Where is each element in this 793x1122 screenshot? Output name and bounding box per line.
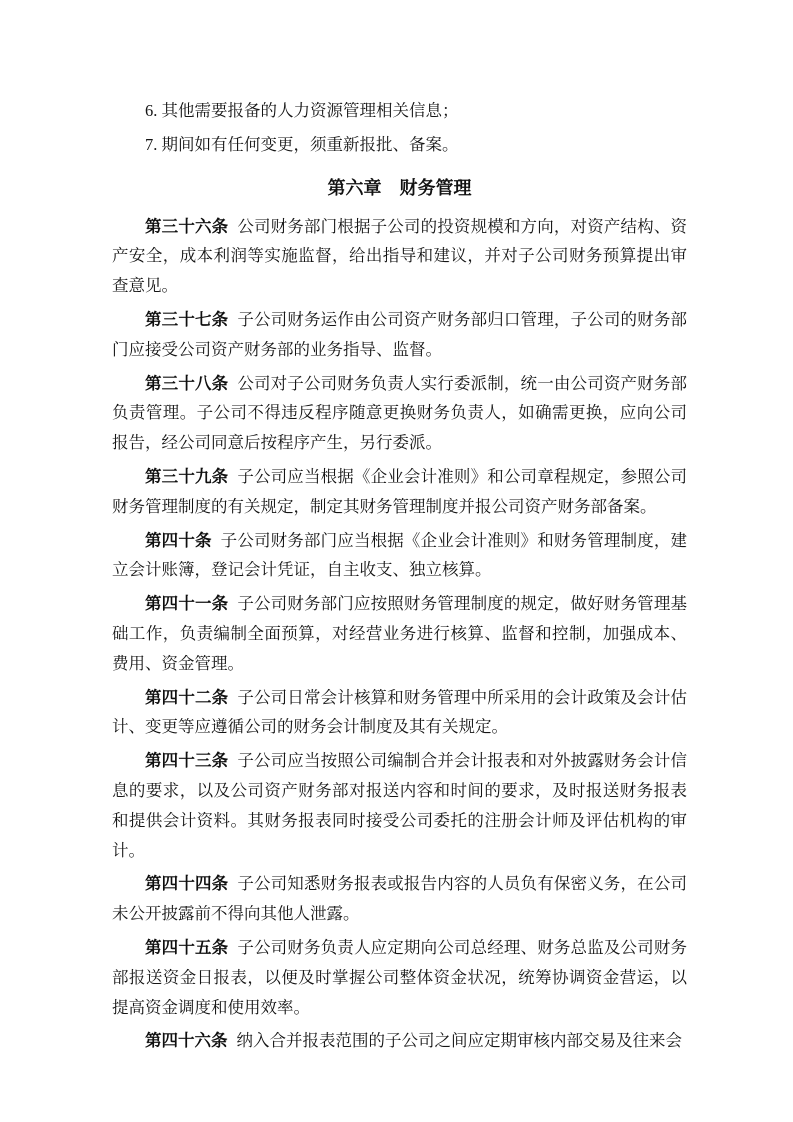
article-text: 子公司知悉财务报表或报告内容的人员负有保密义务，在公司未公开披露前不得向其他人泄露。 [112,874,688,924]
article-number: 第四十五条 [145,937,229,957]
chapter-heading: 第六章 财务管理 [327,177,472,198]
article-text: 子公司财务部门应当根据《企业会计准则》和财务管理制度，建立会计账簿，登记会计凭证，自主收支、独立核算。 [112,530,688,580]
article-text: 子公司财务负责人应定期向公司总经理、财务总监及公司财务部报送资金日报表，以便及时掌握公司整体资金状况，统筹协调资金营运，以提高资金调度和使用效率。 [112,937,688,1017]
article-42 [112,683,687,743]
article-text: 子公司财务运作由公司资产财务部归口管理，子公司的财务部门应接受公司资产财务部的业务指导、监督。 [112,309,688,359]
article-number: 第三十九条 [145,466,229,486]
article-36 [112,212,687,301]
list-item-7: 7. 期间如有任何变更，须重新报批、备案。 [145,134,459,154]
article-text: 子公司应当按照公司编制合并会计报表和对外披露财务会计信息的要求，以及公司资产财务部对报送内容和时间的要求，及时报送财务报表和提供会计资料。其财务报表同时接受公司委托的注册会计师及评估机构的审计。 [112,751,688,860]
article-43 [112,746,687,865]
article-text: 纳入合并报表范围的子公司之间应定期审核内部交易及往来会 [236,1031,682,1051]
article-number: 第四十二条 [145,687,229,707]
article-number: 第四十六条 [145,1031,228,1051]
article-number: 第四十条 [145,530,212,550]
article-number: 第三十八条 [145,373,229,393]
article-37 [112,305,687,365]
article-38 [112,369,687,458]
article-text: 子公司日常会计核算和财务管理中所采用的会计政策及会计估计、变更等应遵循公司的财务会计制度及其有关规定。 [112,687,688,737]
article-text: 子公司应当根据《企业会计准则》和公司章程规定，参照公司财务管理制度的有关规定，制定其财务管理制度并报公司资产财务部备案。 [112,466,688,516]
article-text: 子公司财务部门应按照财务管理制度的规定，做好财务管理基础工作，负责编制全面预算，对经营业务进行核算、监督和控制，加强成本、费用、资金管理。 [112,594,688,673]
article-45 [112,933,687,1022]
article-number: 第三十六条 [145,216,229,236]
article-46 [112,1026,687,1056]
list-item-6: 6. 其他需要报备的人力资源管理相关信息； [145,101,459,120]
article-40 [112,526,687,586]
article-44 [112,869,687,929]
article-39 [112,462,687,522]
article-text: 公司财务部门根据子公司的投资规模和方向，对资产结构、资产安全，成本利润等实施监督，给出指导和建议，并对子公司财务预算提出审查意见。 [112,216,688,296]
article-number: 第四十三条 [145,751,229,771]
article-text: 公司对子公司财务负责人实行委派制，统一由公司资产财务部负责管理。子公司不得违反程序随意更换财务负责人，如确需更换，应向公司报告，经公司同意后按程序产生，另行委派。 [112,373,688,453]
page-content [112,96,687,1060]
article-number: 第三十七条 [145,309,229,329]
article-number: 第四十四条 [145,874,229,894]
article-number: 第四十一条 [145,594,229,614]
article-41 [112,589,687,678]
